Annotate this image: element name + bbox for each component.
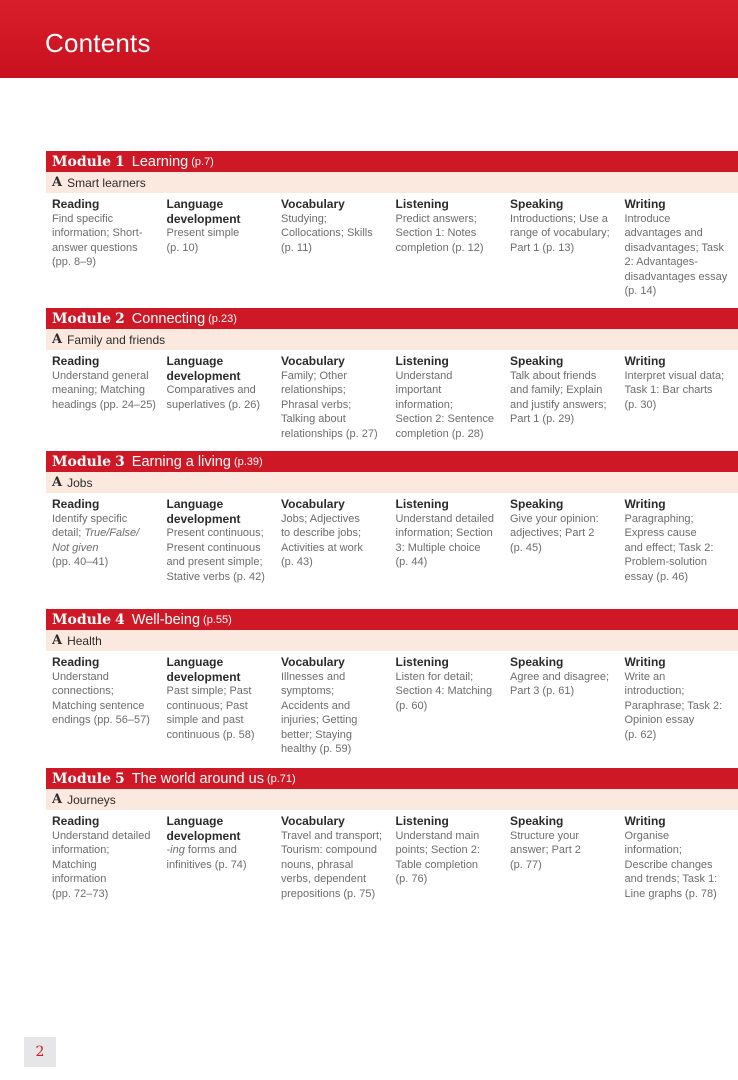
unit-name: Journeys	[67, 792, 116, 807]
module-header	[46, 768, 738, 789]
module-header	[46, 609, 738, 630]
column-speaking	[510, 497, 625, 584]
page-number: 2	[24, 1037, 56, 1067]
column-body: Agree and disagree; Part 3 (p. 61)	[510, 670, 610, 697]
column-vocabulary	[281, 354, 396, 441]
column-body: Predict answers; Section 1: Notes completion (p. 12)	[395, 212, 484, 254]
column-heading: Listening	[395, 497, 449, 511]
column-language-development	[167, 814, 282, 901]
module-page-ref: (p.71)	[266, 772, 296, 785]
contents-banner	[0, 0, 738, 78]
column-writing	[625, 197, 738, 299]
module-header	[46, 308, 738, 329]
module-4	[46, 609, 738, 757]
column-heading: Writing	[624, 354, 666, 368]
column-heading: Language development	[166, 497, 241, 526]
column-listening	[396, 814, 511, 901]
unit-row	[46, 630, 738, 651]
column-body: Comparatives and superlatives (p. 26)	[166, 384, 261, 411]
column-heading: Writing	[624, 197, 666, 211]
column-speaking	[510, 655, 625, 757]
module-name: Connecting	[131, 310, 206, 327]
module-number: 4	[115, 611, 125, 628]
column-body: Past simple; Past continuous; Past simple and past continuous (p. 58)	[166, 685, 255, 741]
column-writing	[625, 814, 738, 901]
module-name: Earning a living	[131, 453, 231, 470]
column-heading: Reading	[52, 655, 100, 669]
column-language-development	[167, 197, 282, 299]
column-heading: Listening	[395, 197, 449, 211]
column-body: Organise information; Describe changes and trends; Task 1: Line graphs (p. 78)	[624, 829, 718, 900]
module-page-ref: (p.39)	[233, 455, 263, 468]
column-reading	[52, 655, 167, 757]
module-page-ref: (p.23)	[208, 312, 237, 325]
column-body: Understand general meaning; Matching headings (pp. 24–25)	[52, 369, 156, 411]
column-body: Structure your answer; Part 2 (p. 77)	[510, 829, 581, 871]
unit-name: Health	[67, 633, 102, 648]
skills-columns	[46, 354, 738, 441]
unit-name: Smart learners	[67, 175, 146, 190]
column-heading: Reading	[52, 354, 100, 368]
unit-row	[46, 472, 738, 493]
column-vocabulary	[281, 197, 396, 299]
column-body: Understand main points; Section 2: Table completion (p. 76)	[395, 829, 480, 885]
unit-row	[46, 789, 738, 810]
module-name: Well-being	[131, 611, 201, 628]
column-writing	[625, 497, 738, 584]
module-3	[46, 451, 738, 584]
column-listening	[396, 655, 511, 757]
column-reading	[52, 354, 167, 441]
body-italic-text: True/False/ Not given	[52, 527, 140, 554]
column-body: Give your opinion: adjectives; Part 2 (p. 45)	[510, 512, 599, 554]
unit-row	[46, 329, 738, 350]
unit-letter: A	[52, 175, 63, 190]
column-heading: Writing	[624, 814, 666, 828]
unit-letter: A	[52, 475, 63, 490]
column-heading: Reading	[52, 814, 100, 828]
column-body	[52, 512, 167, 570]
column-heading: Listening	[395, 814, 449, 828]
module-header	[46, 451, 738, 472]
column-heading: Reading	[52, 497, 100, 511]
unit-row	[46, 172, 738, 193]
column-heading: Vocabulary	[281, 814, 345, 828]
column-body: Interpret visual data; Task 1: Bar charts (p. 30)	[624, 369, 725, 411]
column-body: Listen for detail; Section 4: Matching (p. 60)	[395, 670, 493, 712]
column-body: Introductions; Use a range of vocabulary; Part 1 (p. 13)	[510, 212, 610, 254]
column-heading: Speaking	[510, 197, 564, 211]
column-body: Studying; Collocations; Skills (p. 11)	[281, 212, 373, 254]
column-body: Travel and transport; Tourism: compound nouns, phrasal verbs, dependent prepositions (p. 75)	[281, 829, 383, 900]
column-heading: Speaking	[510, 655, 564, 669]
module-header	[46, 151, 738, 172]
skills-columns	[46, 814, 738, 901]
column-heading: Writing	[624, 655, 666, 669]
skills-columns	[46, 655, 738, 757]
column-body: Understand detailed information; Matching information (pp. 72–73)	[52, 829, 151, 900]
module-word: Module	[52, 310, 112, 327]
module-name: The world around us	[131, 770, 264, 787]
column-body: Present continuous; Present continuous and present simple; Stative verbs (p. 42)	[166, 527, 265, 583]
column-heading: Language development	[166, 197, 241, 226]
column-heading: Vocabulary	[281, 497, 345, 511]
column-heading: Speaking	[510, 497, 564, 511]
column-speaking	[510, 197, 625, 299]
column-writing	[625, 354, 738, 441]
body-text: Identify specific detail;	[52, 512, 128, 539]
column-body: Present simple (p. 10)	[166, 227, 240, 254]
column-language-development	[167, 354, 282, 441]
column-heading: Speaking	[510, 354, 564, 368]
column-language-development	[167, 655, 282, 757]
column-heading: Listening	[395, 354, 449, 368]
unit-letter: A	[52, 633, 63, 648]
column-body: Jobs; Adjectives to describe jobs; Activities at work (p. 43)	[281, 512, 363, 568]
column-body: Understand important information; Section 2: Sentence completion (p. 28)	[395, 369, 494, 440]
column-body: Write an introduction; Paraphrase; Task 2: Opinion essay (p. 62)	[624, 670, 723, 741]
column-reading	[52, 814, 167, 901]
module-5	[46, 768, 738, 901]
column-body	[167, 843, 282, 872]
column-heading: Vocabulary	[281, 354, 345, 368]
body-text: (pp. 40–41)	[52, 556, 109, 568]
column-heading: Speaking	[510, 814, 564, 828]
module-page-ref: (p.7)	[191, 155, 214, 168]
column-speaking	[510, 814, 625, 901]
column-heading: Language development	[166, 655, 241, 684]
column-listening	[396, 197, 511, 299]
column-vocabulary	[281, 814, 396, 901]
unit-name: Family and friends	[67, 332, 166, 347]
skills-columns	[46, 497, 738, 584]
column-listening	[396, 497, 511, 584]
unit-letter: A	[52, 332, 63, 347]
column-heading: Language development	[166, 354, 241, 383]
module-number: 2	[115, 310, 125, 327]
column-speaking	[510, 354, 625, 441]
page-title: Contents	[45, 28, 151, 58]
module-name: Learning	[131, 153, 189, 170]
unit-name: Jobs	[67, 475, 93, 490]
column-body: Talk about friends and family; Explain and justify answers; Part 1 (p. 29)	[510, 369, 607, 425]
column-writing	[625, 655, 738, 757]
column-body: Find specific information; Short- answer questions (pp. 8–9)	[52, 212, 143, 268]
column-listening	[396, 354, 511, 441]
column-heading: Reading	[52, 197, 100, 211]
column-body: Paragraphing; Express cause and effect; Task 2: Problem-solution essay (p. 46)	[624, 512, 714, 583]
column-body: Illnesses and symptoms; Accidents and injuries; Getting better; Staying healthy (p. 59)	[281, 670, 358, 755]
column-body: Introduce advantages and disadvantages; Task 2: Advantages- disadvantages essay (p. 14)	[624, 212, 728, 297]
column-body: Understand detailed information; Section 3: Multiple choice (p. 44)	[395, 512, 494, 568]
column-vocabulary	[281, 655, 396, 757]
column-language-development	[167, 497, 282, 584]
module-number: 3	[115, 453, 125, 470]
column-heading: Language development	[166, 814, 241, 843]
skills-columns	[46, 197, 738, 299]
module-word: Module	[52, 770, 112, 787]
column-vocabulary	[281, 497, 396, 584]
module-2	[46, 308, 738, 441]
column-body: Understand connections; Matching sentence endings (pp. 56–57)	[52, 670, 150, 726]
column-heading: Vocabulary	[281, 197, 345, 211]
module-page-ref: (p.55)	[203, 613, 232, 626]
module-number: 1	[115, 153, 125, 170]
column-heading: Writing	[624, 497, 666, 511]
module-number: 5	[115, 770, 125, 787]
column-body: Family; Other relationships; Phrasal verbs; Talking about relationships (p. 27)	[281, 369, 378, 440]
column-heading: Vocabulary	[281, 655, 345, 669]
module-word: Module	[52, 153, 112, 170]
unit-letter: A	[52, 792, 63, 807]
column-heading: Listening	[395, 655, 449, 669]
column-reading	[52, 497, 167, 584]
module-1	[46, 151, 738, 299]
module-word: Module	[52, 453, 112, 470]
module-word: Module	[52, 611, 112, 628]
body-italic-text: -ing	[166, 844, 185, 856]
column-reading	[52, 197, 167, 299]
body-text: forms and infinitives (p. 74)	[166, 844, 247, 871]
